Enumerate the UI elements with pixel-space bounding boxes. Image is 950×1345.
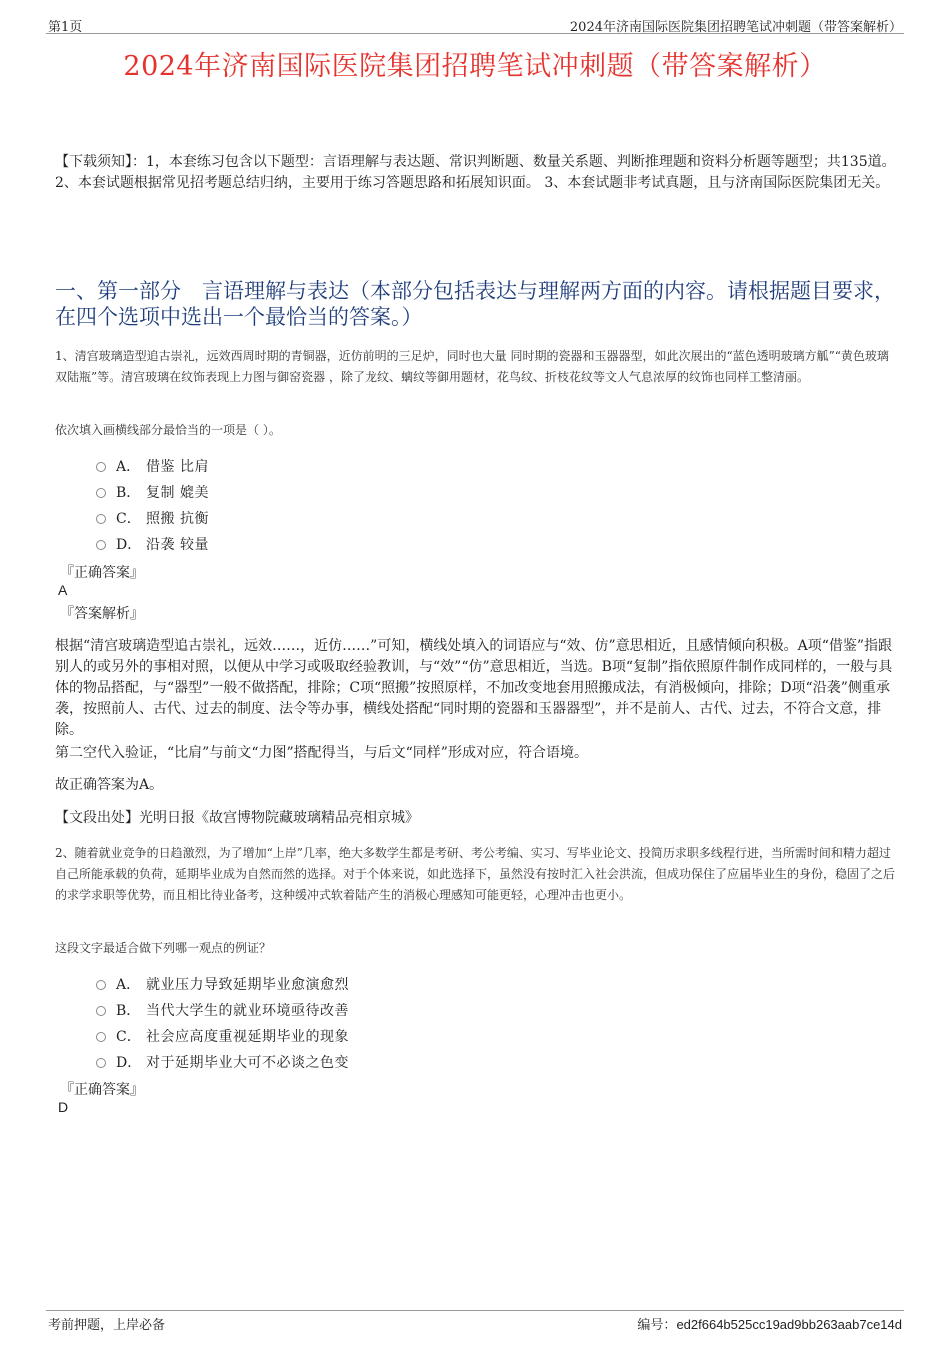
question-2-option-d[interactable]: D． 对于延期毕业大可不必谈之色变 <box>96 1049 596 1075</box>
section-heading: 一、第一部分 言语理解与表达（本部分包括表达与理解两方面的内容。请根据题目要求，在四个选项中选出一个最恰当的答案。） <box>55 279 895 329</box>
radio-icon[interactable] <box>96 462 106 472</box>
question-2-stem: 2、随着就业竞争的日趋激烈，为了增加“上岸”几率，绝大多数学生都是考研、考公考编、实习、写毕业论文、投简历求职多线程行进，当所需时间和精力超过自己所能承载的负荷，延期毕业成为自然而然的选择。对于个体来说，如此选择下，虽然没有按时汇入社会洪流，但成功保住了应届毕业生的身份，稳固了之后的求学求职等优势，而且相比待业备考，这种缓冲式软着陆产生的消极心理感知可能更轻，心理冲击也更小。 <box>55 846 896 902</box>
question-1-answer-label: 『正确答案』 <box>60 565 144 581</box>
question-1-source: 【文段出处】光明日报《故宫博物院藏玻璃精品亮相京城》 <box>55 810 419 826</box>
radio-icon[interactable] <box>96 488 106 498</box>
question-2-answer-label: 『正确答案』 <box>60 1082 144 1098</box>
question-1-options <box>96 453 596 557</box>
question-1-conclusion: 故正确答案为A。 <box>55 777 164 793</box>
radio-icon[interactable] <box>96 980 106 990</box>
document-id: 编号：ed2f664b525cc19ad9bb263aab7ce14d <box>637 1317 902 1333</box>
question-1-analysis-2: 第二空代入验证，“比肩”与前文“力图”搭配得当，与后文“同样”形成对应，符合语境。 <box>55 745 588 761</box>
running-title: 2024年济南国际医院集团招聘笔试冲刺题（带答案解析） <box>569 20 902 35</box>
question-1-option-c[interactable]: C． 照搬 抗衡 <box>96 505 596 531</box>
radio-icon[interactable] <box>96 540 106 550</box>
question-1-option-a[interactable]: A． 借鉴 比肩 <box>96 453 596 479</box>
question-1-analysis-label: 『答案解析』 <box>60 606 144 622</box>
question-1-analysis: 根据“清宫玻璃造型追古崇礼，远效……，近仿……”可知，横线处填入的词语应与“效、仿”意思相近，且感情倾向积极。A项“借鉴”指跟别人的或另外的事相对照，以便从中学习或吸取经验教训，与“效”“仿”意思相近，当选。B项“复制”指依照原件制作成同样的，一般与具体的物品搭配，与“器型”一般不做搭配，排除；C项“照搬”按照原样，不加改变地套用照搬成法，有消极倾向，排除；D项“沿袭”侧重承袭，按照前人、古代、过去的制度、法令等办事，横线处搭配“同时期的瓷器和玉器器型”，并不是前人、古代、过去，不符合文意，排除。 <box>55 638 893 738</box>
page-number: 第1页 <box>48 20 83 35</box>
question-2-options <box>96 971 596 1075</box>
question-1-prompt: 依次填入画横线部分最恰当的一项是（ ）。 <box>55 423 281 437</box>
footer-divider <box>46 1310 904 1311</box>
question-1-answer: A <box>58 582 68 598</box>
download-notice: 【下载须知】：1，本套练习包含以下题型：言语理解与表达题、常识判断题、数量关系题、判断推理题和资料分析题等题型；共135道。 2、本套试题根据常见招考题总结归纳，主要用于练习答题思路和拓展知识面。 3、本套试题非考试真题，且与济南国际医院集团无关。 <box>55 154 896 191</box>
question-2-option-c[interactable]: C． 社会应高度重视延期毕业的现象 <box>96 1023 596 1049</box>
question-2-option-a[interactable]: A． 就业压力导致延期毕业愈演愈烈 <box>96 971 596 997</box>
radio-icon[interactable] <box>96 1058 106 1068</box>
question-1-option-b[interactable]: B． 复制 媲美 <box>96 479 596 505</box>
radio-icon[interactable] <box>96 1032 106 1042</box>
question-1-stem: 1、清宫玻璃造型追古崇礼，远效西周时期的青铜器，近仿前明的三足炉，同时也大量 同时期的瓷器和玉器器型，如此次展出的“蓝色透明玻璃方觚”“黄色玻璃双陆瓶”等。清宫玻璃在纹饰表现上力图与御窑瓷器 ，除了龙纹、螭纹等御用题材，花鸟纹、折枝花纹等文人气息浓厚的纹饰也同样工整清丽。 <box>55 349 889 384</box>
document-title: 2024年济南国际医院集团招聘笔试冲刺题（带答案解析） <box>123 51 827 82</box>
radio-icon[interactable] <box>96 514 106 524</box>
footer-slogan: 考前押题，上岸必备 <box>48 1318 166 1333</box>
question-2-answer: D <box>58 1099 69 1115</box>
question-1-option-d[interactable]: D． 沿袭 较量 <box>96 531 596 557</box>
radio-icon[interactable] <box>96 1006 106 1016</box>
question-2-option-b[interactable]: B． 当代大学生的就业环境亟待改善 <box>96 997 596 1023</box>
header-divider <box>46 33 904 34</box>
question-2-prompt: 这段文字最适合做下列哪一观点的例证？ <box>55 941 272 955</box>
